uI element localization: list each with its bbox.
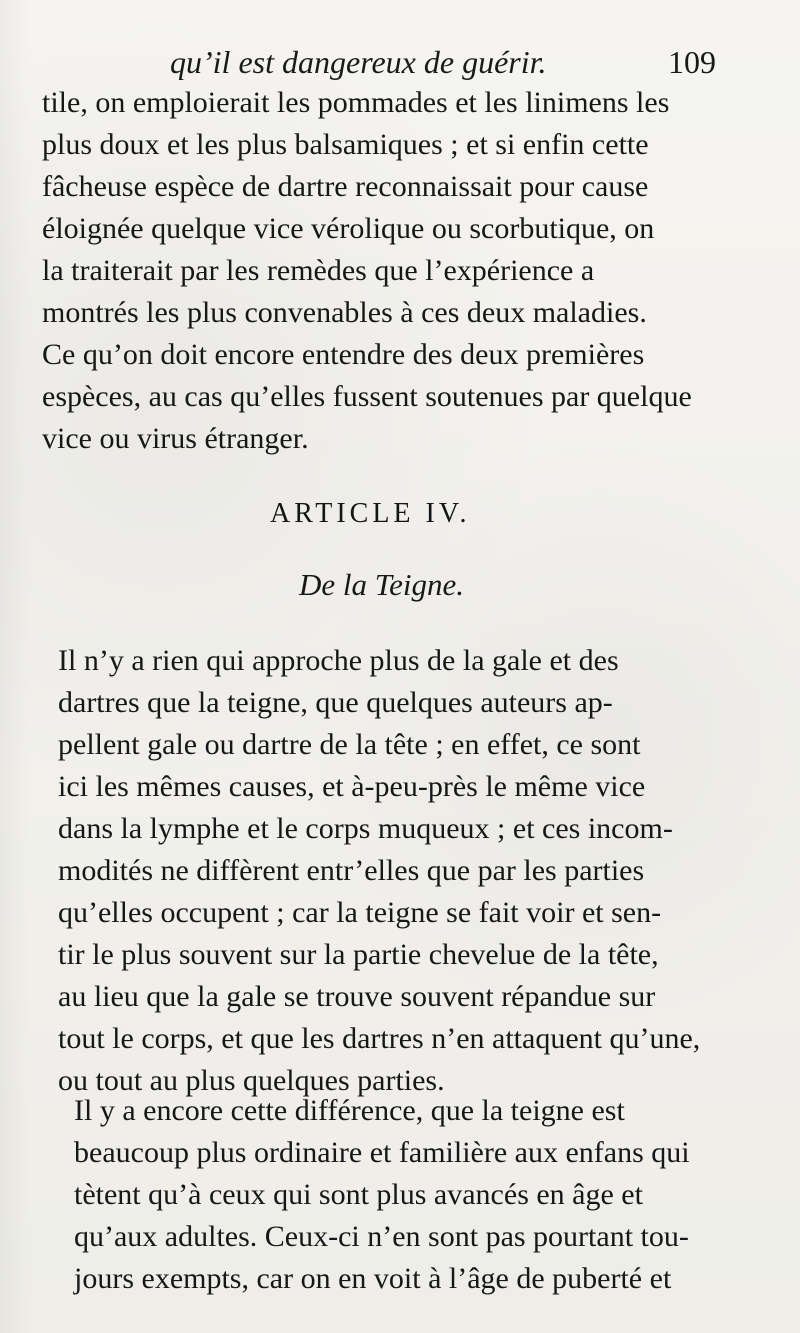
text-line: qu’aux adultes. Ceux-ci n’en sont pas pourtant tou- bbox=[74, 1220, 689, 1253]
text-line: la traiterait par les remèdes que l’expérience a bbox=[42, 254, 595, 287]
text-line: au lieu que la gale se trouve souvent répandue sur bbox=[58, 980, 656, 1013]
text-line: dans la lymphe et le corps muqueux ; et ces incom- bbox=[58, 812, 673, 845]
text-line: espèces, au cas qu’elles fussent soutenues par quelque bbox=[42, 380, 692, 413]
text-line: tile, on emploierait les pommades et les linimens les bbox=[42, 86, 670, 119]
text-block-paragraph bbox=[74, 1090, 764, 1300]
text-line: Il y a encore cette différence, que la teigne est bbox=[74, 1094, 625, 1127]
text-line: beaucoup plus ordinaire et familière aux enfans qui bbox=[74, 1136, 690, 1169]
text-line: plus doux et les plus balsamiques ; et si enfin cette bbox=[42, 128, 649, 161]
text-line: Ce qu’on doit encore entendre des deux premières bbox=[42, 338, 645, 371]
text-line: dartres que la teigne, que quelques auteurs ap- bbox=[58, 686, 613, 719]
text-line: ou tout au plus quelques parties. bbox=[58, 1064, 445, 1097]
text-line: pellent gale ou dartre de la tête ; en effet, ce sont bbox=[58, 728, 641, 761]
text-line: vice ou virus étranger. bbox=[42, 422, 309, 455]
text-line: tètent qu’à ceux qui sont plus avancés en âge et bbox=[74, 1178, 643, 1211]
section-title: De la Teigne. bbox=[299, 567, 465, 602]
text-line: montrés les plus convenables à ces deux maladies. bbox=[42, 296, 647, 329]
text-block-paragraph bbox=[58, 640, 758, 1102]
page-number: 109 bbox=[668, 44, 716, 80]
text-line: jours exempts, car on en voit à l’âge de puberté et bbox=[74, 1262, 672, 1295]
text-line: Il n’y a rien qui approche plus de la gale et des bbox=[58, 644, 619, 677]
text-line: tout le corps, et que les dartres n’en attaquent qu’une, bbox=[58, 1022, 701, 1055]
page-margin-shadow bbox=[0, 0, 30, 1333]
article-heading: ARTICLE IV. bbox=[270, 498, 471, 529]
text-line: tir le plus souvent sur la partie chevelue de la tête, bbox=[58, 938, 659, 971]
text-line: modités ne diffèrent entr’elles que par les parties bbox=[58, 854, 645, 887]
text-block-opening bbox=[42, 82, 732, 460]
text-line: éloignée quelque vice vérolique ou scorbutique, on bbox=[42, 212, 655, 245]
text-line: fâcheuse espèce de dartre reconnaissait pour cause bbox=[42, 170, 649, 203]
text-line: qu’elles occupent ; car la teigne se fait voir et sen- bbox=[58, 896, 662, 929]
text-line: ici les mêmes causes, et à-peu-près le même vice bbox=[58, 770, 646, 803]
running-head: qu’il est dangereux de guérir. bbox=[170, 44, 547, 80]
